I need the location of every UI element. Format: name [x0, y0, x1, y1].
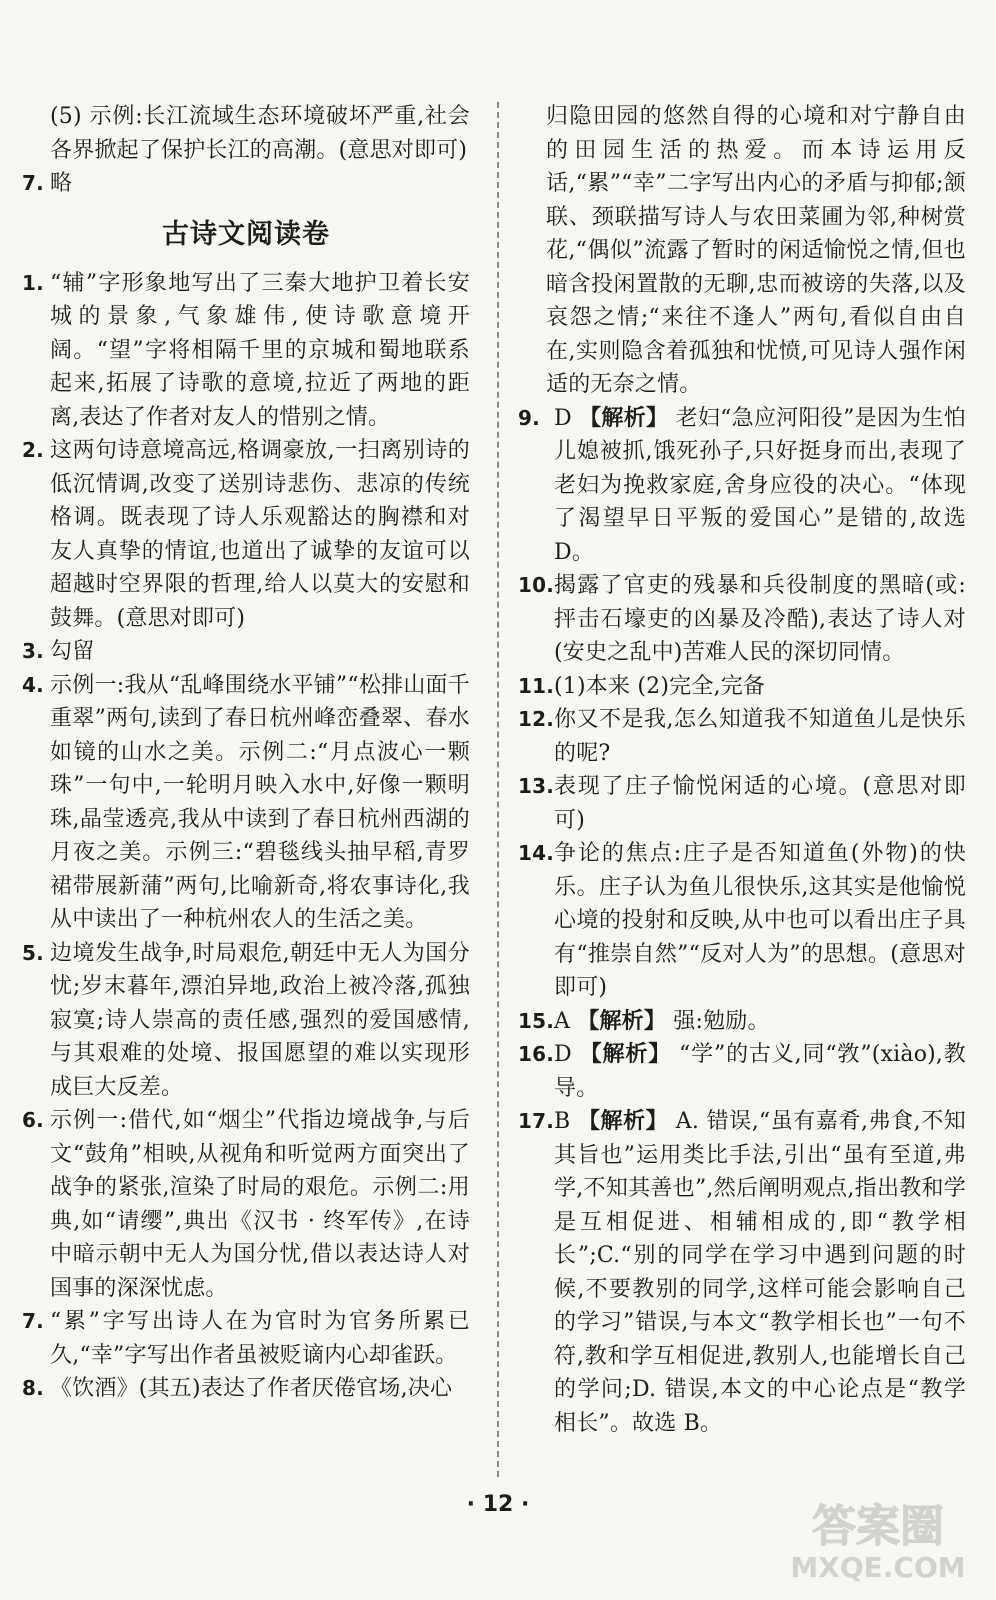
- item-answer: A: [554, 1008, 578, 1034]
- item-text: 争论的焦点:庄子是否知道鱼(外物)的快乐。庄子认为鱼儿很快乐,这其实是他愉悦心境的投射和反映,从中也可以看出庄子具有“推崇自然”“反对人为”的思想。(意思对即可): [554, 841, 966, 1000]
- answer-item-7-short: [22, 167, 470, 201]
- item-number: 14.: [518, 841, 555, 865]
- item-text: 边境发生战争,时局艰危,朝廷中无人为国分忧;岁末暮年,漂泊异地,政治上被冷落,孤独寂寞;诗人崇高的责任感,强烈的爱国感情,与其艰难的处境、报国愿望的难以实现形成巨大反差。: [50, 940, 470, 1100]
- item-answer: D: [554, 405, 580, 431]
- answer-item-11: [518, 670, 966, 704]
- item-number: 16.: [518, 1042, 555, 1066]
- item-text: “辅”字形象地写出了三秦大地护卫着长安城的景象,气象雄伟,使诗歌意境开阔。“望”字将相隔千里的京城和蜀地联系起来,拓展了诗歌的意境,拉近了两地的距离,表达了作者对友人的惜别之情。: [50, 270, 470, 430]
- analysis-tag: 【解析】: [577, 1108, 669, 1134]
- watermark-logo: [778, 1491, 978, 1586]
- item-text: “学”的古义,同“敩”(xiào),教导。: [554, 1042, 966, 1101]
- answer-item-5: [22, 937, 470, 1105]
- item-text: 示例一:我从“乱峰围绕水平铺”“松排山面千重翠”两句,读到了春日杭州峰峦叠翠、春水如镜的山水之美。示例二:“月点波心一颗珠”一句中,一轮明月映入水中,好像一颗明珠,晶莹透亮,我从中读到了春日杭州西湖的月夜之美。示例三:“碧毯线头抽早稻,青罗裙带展新蒲”两句,比喻新奇,将农事诗化,我从中读出了一种杭州农人的生活之美。: [50, 672, 470, 932]
- item-number: 7.: [22, 171, 44, 195]
- item-text: 《饮酒》(其五)表达了作者厌倦官场,决心: [50, 1376, 453, 1401]
- item-text: “累”字写出诗人在为官时为官务所累已久,“幸”字写出作者虽被贬谪内心却雀跃。: [50, 1309, 470, 1368]
- item-text: 勾留: [50, 639, 95, 664]
- watermark-bottom: MXQE.COM: [790, 1551, 966, 1584]
- item-number: 6.: [22, 1108, 44, 1132]
- page-number: · 12 ·: [466, 1492, 530, 1517]
- item-answer: D: [554, 1042, 580, 1067]
- item-number: 5.: [22, 940, 44, 965]
- column-divider: [497, 102, 499, 1477]
- answer-item-13: [518, 770, 966, 837]
- item-8-continuation: 归隐田园的悠然自得的心境和对宁静自由的田园生活的热爱。而本诗运用反话,“累”“幸”二字写出内心的矛盾与抑郁;颔联、颈联描写诗人与农田菜圃为邻,种树赏花,“偶似”流露了暂时的闲适愉悦之情,但也暗含投闲置散的无聊,忠而被谤的失落,以及哀怨之情;“来往不逢人”两句,看似自由自在,实则隐含着孤独和忧愤,可见诗人强作闲适的无奈之情。: [546, 104, 966, 397]
- item-number: 1.: [22, 270, 44, 295]
- answer-item-14: [518, 837, 966, 1005]
- section-title: 古诗文阅读卷: [162, 218, 330, 250]
- item-number: 11.: [518, 673, 555, 698]
- item-text: 揭露了官吏的残暴和兵役制度的黑暗(或:抨击石壕吏的凶暴及冷酷),表达了诗人对(安史之乱中)苦难人民的深切同情。: [554, 573, 966, 665]
- item-number: 10.: [518, 573, 555, 597]
- item-answer: B: [554, 1109, 578, 1134]
- answer-item-4: [22, 669, 470, 937]
- item-number: 12.: [518, 707, 555, 731]
- answer-item-2: [22, 434, 470, 635]
- item-text: 强:勉励。: [673, 1008, 770, 1034]
- answer-item-16: [518, 1038, 966, 1105]
- item-text: 略: [50, 171, 73, 196]
- answer-item-10: [518, 569, 966, 670]
- answer-item-8: [22, 1372, 470, 1406]
- answer-item-9: [518, 402, 966, 570]
- item-number: 17.: [518, 1109, 555, 1133]
- answer-item-17: [518, 1105, 966, 1440]
- item-text: (1)本来 (2)完全,完备: [554, 673, 766, 699]
- item-number: 2.: [22, 438, 44, 462]
- item-number: 8.: [22, 1376, 44, 1400]
- item-number: 7.: [22, 1309, 44, 1333]
- item-number: 9.: [518, 405, 540, 430]
- answer-item-15: [518, 1005, 966, 1039]
- item-text: 你又不是我,怎么知道我不知道鱼儿是快乐的呢?: [554, 707, 966, 766]
- item-text: 示例一:借代,如“烟尘”代指边境战争,与后文“鼓角”相映,从视角和听觉两方面突出了战争的紧张,渲染了时局的艰危。示例二:用典,如“请缨”,典出《汉书 · 终军传》,在诗中暗示朝中无人为国分忧,借以表达诗人对国事的深深忧虑。: [50, 1108, 470, 1301]
- item-text: A. 错误,“虽有嘉肴,弗食,不知其旨也”运用类比手法,引出“虽有至道,弗学,不知其善也”,然后阐明观点,指出教和学是互相促进、相辅相成的,即“教学相长”;C.“别的同学在学习中遇到问题的时候,不要教别的同学,这样可能会影响自己的学习”错误,与本文“教学相长也”一句不符,教和学互相促进,教别人,也能增长自己的学问;D. 错误,本文的中心论点是“教学相长”。故选 B。: [554, 1109, 966, 1436]
- analysis-tag: 【解析】: [579, 1041, 672, 1067]
- item-text: 这两句诗意境高远,格调豪放,一扫离别诗的低沉情调,改变了送别诗悲伤、悲凉的传统格调。既表现了诗人乐观豁达的胸襟和对友人真挚的情谊,也道出了诚挚的友谊可以超越时空界限的哲理,给人以莫大的安慰和鼓舞。(意思对即可): [50, 438, 470, 631]
- item-number: 15.: [518, 1008, 555, 1033]
- answer-item-6: [22, 1104, 470, 1305]
- item-text: 表现了庄子愉悦闲适的心境。(意思对即可): [554, 774, 966, 833]
- analysis-tag: 【解析】: [579, 404, 669, 431]
- answer-item-12: [518, 703, 966, 770]
- intro-paragraph: (5) 示例:长江流域生态环境破坏严重,社会各界掀起了保护长江的高潮。(意思对即可): [50, 104, 470, 163]
- item-number: 3.: [22, 639, 44, 663]
- watermark-top: 答案圈: [812, 1501, 944, 1552]
- analysis-tag: 【解析】: [577, 1007, 667, 1034]
- left-column: [22, 100, 470, 1406]
- right-column: [518, 100, 966, 1440]
- answer-item-7: [22, 1305, 470, 1372]
- item-text: 老妇“急应河阳役”是因为生怕儿媳被抓,饿死孙子,只好挺身而出,表现了老妇为挽救家庭,舍身应役的决心。“体现了渴望早日平叛的爱国心”是错的,故选 D。: [554, 405, 966, 565]
- answer-item-1: [22, 267, 470, 435]
- item-number: 4.: [22, 672, 44, 697]
- answer-item-3: [22, 635, 470, 669]
- item-number: 13.: [518, 774, 555, 798]
